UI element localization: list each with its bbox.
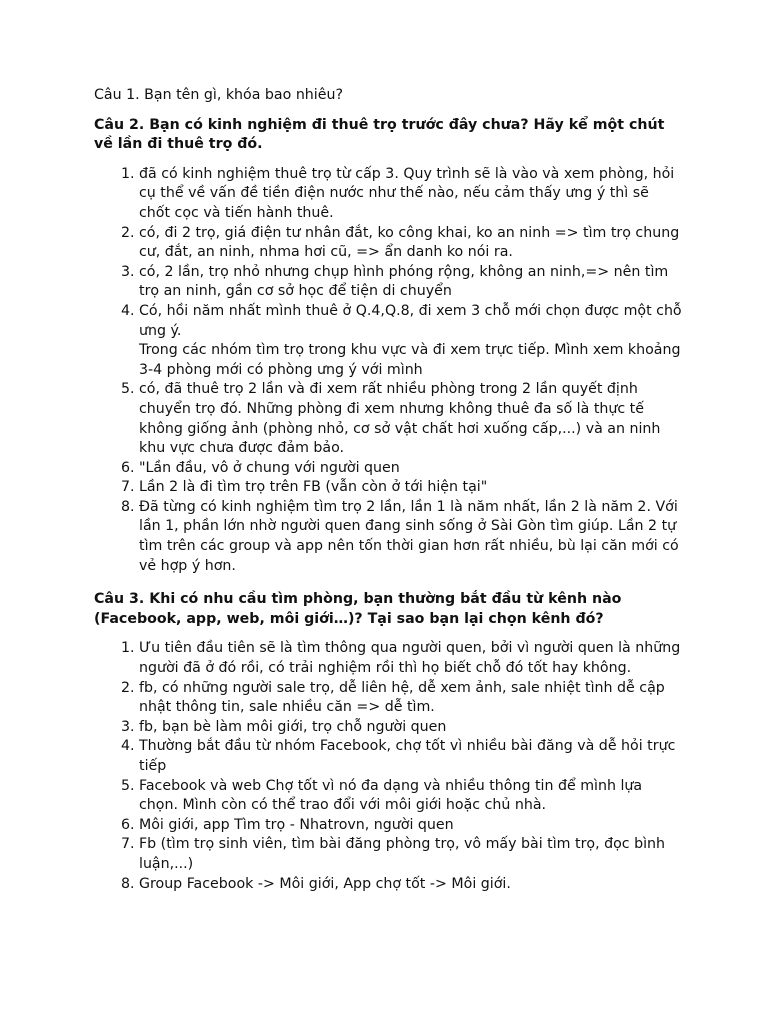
list-item: [139, 165, 684, 224]
answer-text: 7. Lần 2 là đi tìm trọ trên FB (vẫn còn ở tới hiện tại": [139, 479, 488, 496]
list-item: [139, 777, 684, 816]
answer-text: 6. Môi giới, app Tìm trọ - Nhatrovn, người quen: [139, 816, 454, 833]
answer-text: 7. Fb (tìm trọ sinh viên, tìm bài đăng phòng trọ, vô mấy bài tìm trọ, đọc bình luận,...): [139, 836, 666, 872]
list-item: [139, 263, 684, 302]
answer-text: 6. "Lần đầu, vô ở chung với người quen: [139, 459, 400, 476]
answer-text: 8. Group Facebook -> Môi giới, App chợ tốt -> Môi giới.: [139, 875, 511, 892]
answer-text: 4. Có, hồi năm nhất mình thuê ở Q.4,Q.8, đi xem 3 chỗ mới chọn được một chỗ ưng ý.: [139, 302, 682, 339]
answer-text: 1. đã có kinh nghiệm thuê trọ từ cấp 3. Quy trình sẽ là vào và xem phòng, hỏi cụ thể về vấn đề tiền điện nước như thế nào, nếu cảm thấy ưng ý thì sẽ chốt cọc và tiến hành thuê.: [139, 165, 675, 221]
answer-text: 3. có, 2 lần, trọ nhỏ nhưng chụp hình phóng rộng, không an ninh,=> nên tìm trọ an ninh, gần cơ sở học để tiện di chuyển: [139, 263, 669, 300]
answer-text: 2. có, đi 2 trọ, giá điện tư nhân đắt, ko công khai, ko an ninh => tìm trọ chung cư, đắt, an ninh, nhma hơi cũ, => ẩn danh ko nói ra.: [139, 224, 680, 261]
list-item: [139, 478, 684, 498]
list-item: [139, 224, 684, 263]
question-3-answer-list: [94, 639, 684, 894]
document-content: [94, 86, 684, 908]
list-item: [139, 737, 684, 776]
answer-text: 8. Đã từng có kinh nghiệm tìm trọ 2 lần, lần 1 là năm nhất, lần 2 là năm 2. Với lần 1, phần lớn nhờ người quen đang sinh sống ở Sài Gòn tìm giúp. Lần 2 tự tìm trên các group và app nên tốn thời gian hơn rất nhiều, bù lại căn mới có vẻ hợp ý hơn.: [139, 498, 679, 574]
list-item: [139, 380, 684, 458]
question-1: Câu 1. Bạn tên gì, khóa bao nhiêu?: [94, 87, 343, 103]
answer-text-continued: Trong các nhóm tìm trọ trong khu vực và đi xem trực tiếp. Mình xem khoảng 3-4 phòng mới có phòng ưng ý với mình: [139, 342, 681, 378]
list-item: [139, 302, 684, 380]
list-item: [139, 875, 684, 895]
question-2-answer-list: [94, 165, 684, 576]
list-item: [139, 639, 684, 678]
list-item: [139, 718, 684, 738]
answer-text: 4. Thường bắt đầu từ nhóm Facebook, chợ tốt vì nhiều bài đăng và dễ hỏi trực tiếp: [139, 738, 676, 774]
list-item: [139, 816, 684, 836]
list-item: [139, 679, 684, 718]
answer-text: 5. Facebook và web Chợ tốt vì nó đa dạng và nhiều thông tin để mình lựa chọn. Mình còn có thể trao đổi với môi giới hoặc chủ nhà.: [139, 777, 643, 814]
answer-text: 2. fb, có những người sale trọ, dễ liên hệ, dễ xem ảnh, sale nhiệt tình dễ cập nhật thông tin, sale nhiều căn => dễ tìm.: [139, 679, 665, 716]
answer-text: 5. có, đã thuê trọ 2 lần và đi xem rất nhiều phòng trong 2 lần quyết định chuyển trọ đó. Những phòng đi xem nhưng không thuê đa số là thực tế không giống ảnh (phòng nhỏ, cơ sở vật chất hơi xuống cấp,...) và an ninh khu vực chưa được đảm bảo.: [139, 381, 661, 457]
answer-text: 1. Ưu tiên đầu tiên sẽ là tìm thông qua người quen, bởi vì người quen là những người đã ở đó rồi, có trải nghiệm rồi thì họ biết chỗ đó tốt hay không.: [139, 640, 681, 677]
list-item: [139, 459, 684, 479]
question-2-title: Câu 2. Bạn có kinh nghiệm đi thuê trọ trước đây chưa? Hãy kể một chút về lần đi thuê trọ đó.: [94, 116, 665, 153]
list-item: [139, 835, 684, 874]
answer-text: 3. fb, bạn bè làm môi giới, trọ chỗ người quen: [139, 718, 447, 735]
question-3-title: Câu 3. Khi có nhu cầu tìm phòng, bạn thường bắt đầu từ kênh nào (Facebook, app, web, môi giới…)? Tại sao bạn lại chọn kênh đó?: [94, 591, 622, 627]
list-item: [139, 498, 684, 576]
